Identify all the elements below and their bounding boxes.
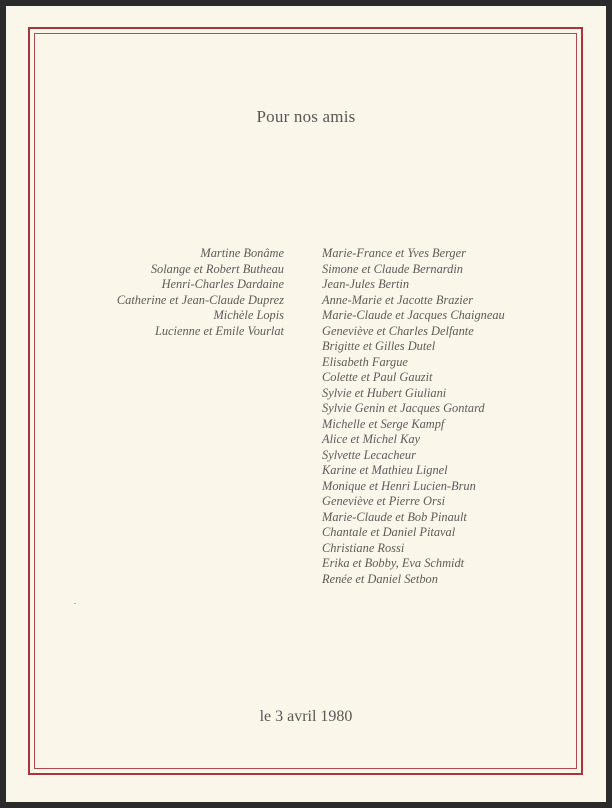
list-item: Sylvie Genin et Jacques Gontard: [322, 401, 485, 415]
list-item: Jean-Jules Bertin: [322, 277, 410, 291]
list-item: Elisabeth Fargue: [322, 354, 408, 369]
list-item: Anne-Marie et Jacotte Brazier: [322, 292, 474, 307]
paper-speck: [74, 603, 76, 604]
card-title: Pour nos amis: [256, 107, 356, 126]
list-item: Martine Bonâme: [200, 246, 284, 260]
names-right-column: [322, 246, 505, 587]
list-item: Michelle et Serge Kampf: [322, 416, 445, 431]
list-item: Marie-Claude et Bob Pinault: [322, 509, 467, 524]
list-item: Marie-France et Yves Berger: [322, 246, 466, 260]
list-item: Marie-Claude et Jacques Chaigneau: [322, 308, 505, 322]
list-item: Michèle Lopis: [213, 308, 284, 322]
list-item: Solange et Robert Butheau: [150, 261, 284, 276]
list-item: Monique et Henri Lucien-Brun: [322, 478, 476, 493]
list-item: Karine et Mathieu Lignel: [322, 463, 448, 477]
list-item: Chantale et Daniel Pitaval: [322, 525, 456, 539]
list-item: Sylvette Lecacheur: [322, 447, 416, 462]
names-left-column: [117, 246, 284, 339]
list-item: Henri-Charles Dardaine: [161, 277, 284, 291]
card-date: le 3 avril 1980: [259, 708, 353, 725]
list-item: Catherine et Jean-Claude Duprez: [116, 292, 284, 307]
list-item: Geneviève et Charles Delfante: [322, 323, 474, 338]
list-item: Simone et Claude Bernardin: [322, 261, 463, 276]
list-item: Sylvie et Hubert Giuliani: [322, 385, 447, 400]
list-item: Brigitte et Gilles Dutel: [322, 339, 436, 353]
list-item: Erika et Bobby, Eva Schmidt: [322, 556, 465, 570]
list-item: Renée et Daniel Setbon: [322, 571, 438, 586]
list-item: Christiane Rossi: [322, 540, 405, 555]
list-item: Colette et Paul Gauzit: [322, 370, 433, 384]
list-item: Alice et Michel Kay: [322, 432, 421, 446]
list-item: Lucienne et Emile Vourlat: [154, 323, 284, 338]
list-item: Geneviève et Pierre Orsi: [322, 494, 446, 508]
